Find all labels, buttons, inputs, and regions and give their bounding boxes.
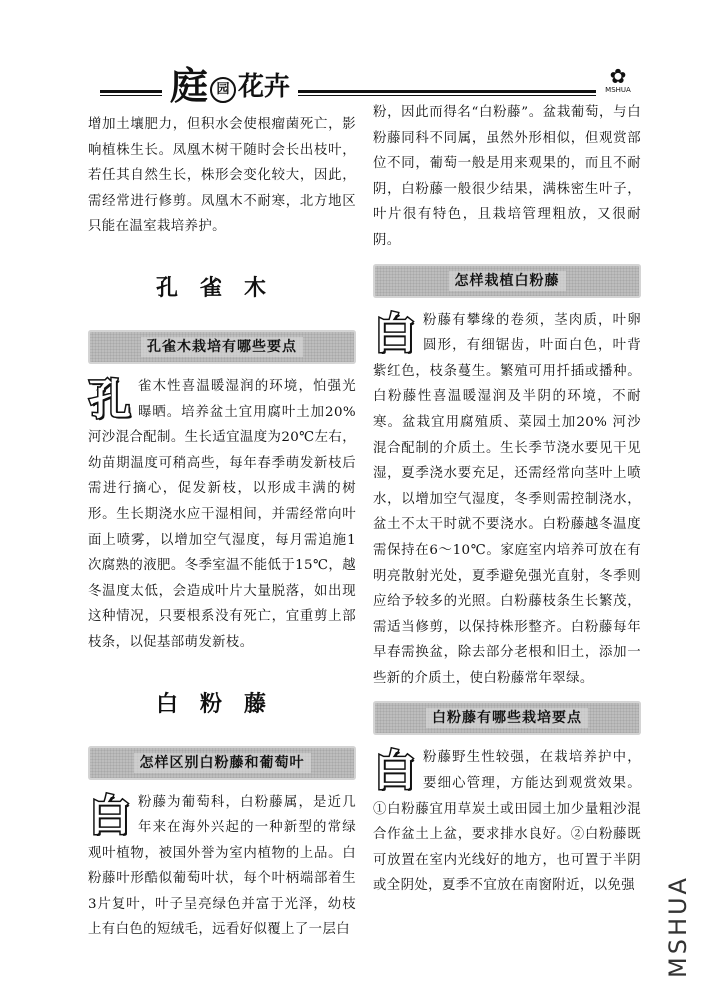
logo-subtext: MSHUA <box>605 86 631 94</box>
cissus-planting-paragraph: 粉藤有攀缘的卷须，茎肉质，叶卵圆形，有细锯齿，叶面白色，叶背紫红色，枝条蔓生。繁殖可用扦插或播种。白粉藤性喜温暖湿润及半阴的环境，不耐寒。盆栽宜用腐殖质、菜园土加20% 河沙混合配制的介质土。生长季节浇水要见干见湿，夏季浇水要充足，还需经常向茎叶上喷水，以增加空气湿度，冬季则需控制浇水，盆土不太干时就不要浇水。白粉藤越冬温度需保持在6～10℃。家庭室内培养可放在有明亮散射光处，夏季避免强光直射，冬季则应给予较多的光照。白粉藤枝条生长繁茂，需适当修剪，以保持株形整齐。白粉藤每年早春需换盆，除去部分老根和旧土，添加一些新的介质土，使白粉藤常年翠绿。 <box>373 312 641 686</box>
left-column <box>88 112 356 943</box>
cissus-planting-block <box>373 308 641 692</box>
cissus-key-points-block <box>373 745 641 899</box>
column-title <box>162 64 298 108</box>
drop-cap: 白 <box>373 308 417 358</box>
column-title-rest: 花卉 <box>238 72 291 102</box>
left-intro-paragraph: 增加土壤肥力，但积水会使根瘤菌死亡，影响植株生长。凤凰木树干随时会长出枝叶，若任其自然生长，株形会变化较大，因此，需经常进行修剪。凤凰木不耐寒，北方地区只能在温室栽培养护。 <box>88 117 356 235</box>
drop-cap: 白 <box>88 790 132 840</box>
cissus-key-points-paragraph: 粉藤野生性较强，在栽培养护中，要细心管理，方能达到观赏效果。①白粉藤宜用草炭土或田园土加少量粗沙混合作盆土上盆，要求排水良好。②白粉藤既可放置在室内光线好的地方，也可置于半阴或全阴处，夏季不宜放在南窗附近，以免强 <box>373 750 641 894</box>
peacock-care-paragraph: 雀木性喜温暖湿润的环境，怕强光曝晒。培养盆土宜用腐叶土加20% 河沙混合配制。生长适宜温度为20℃左右，幼苗期温度可稍高些，每年春季萌发新枝后需进行摘心，促发新枝，以形成丰满的树形。生长期浇水应干湿相间，并需经常向叶面上喷雾，以增加空气湿度，每月需追施1次腐熟的液肥。冬季室温不能低于15℃，越冬温度太低，会造成叶片大量脱落，如出现这种情况，只要根系没有死亡，宜重剪上部枝条，以促基部萌发新枝。 <box>88 378 356 650</box>
cissus-vs-grape-block <box>88 790 356 944</box>
banner-text: 怎样区别白粉藤和葡萄叶 <box>134 753 311 773</box>
section-title-cissus: 白粉藤 <box>155 691 288 717</box>
subheading-banner-cissus-vs-grape <box>88 746 356 780</box>
right-intro-paragraph: 粉，因此而得名“白粉藤”。盆栽葡萄，与白粉藤同科不同属，虽然外形相似，但观赏部位不同，葡萄一般是用来观果的，而且不耐阴，白粉藤一般很少结果，满株密生叶子，叶片很有特色，且栽培管理粗放，又很耐阴。 <box>373 105 641 248</box>
subheading-banner-cissus-planting <box>373 264 641 298</box>
peacock-care-block <box>88 374 356 656</box>
column-title-main: 庭 <box>170 64 209 108</box>
subheading-banner-peacock-care <box>88 330 356 364</box>
flower-icon: ✿ <box>609 64 627 88</box>
banner-text: 孔雀木栽培有哪些要点 <box>141 337 303 357</box>
watermark: MSHUA <box>664 875 692 978</box>
drop-cap: 白 <box>373 746 417 796</box>
right-column <box>373 100 641 899</box>
subheading-banner-cissus-key-points <box>373 701 641 735</box>
banner-text: 白粉藤有哪些栽培要点 <box>426 708 588 728</box>
banner-text: 怎样栽植白粉藤 <box>449 271 566 291</box>
cissus-vs-grape-paragraph: 粉藤为葡萄科，白粉藤属，是近几年来在海外兴起的一种新型的常绿观叶植物，被国外誉为室内植物的上品。白粉藤叶形酷似葡萄叶状，每个叶柄端部着生3片复叶，叶子呈亮绿色并富于光泽，幼枝上有白色的短绒毛，远看好似覆上了一层白 <box>88 794 356 938</box>
column-title-ring: 园 <box>210 77 236 103</box>
flower-logo <box>596 66 640 100</box>
section-title-peacock-tree: 孔雀木 <box>155 275 288 301</box>
drop-cap: 孔 <box>88 374 132 424</box>
